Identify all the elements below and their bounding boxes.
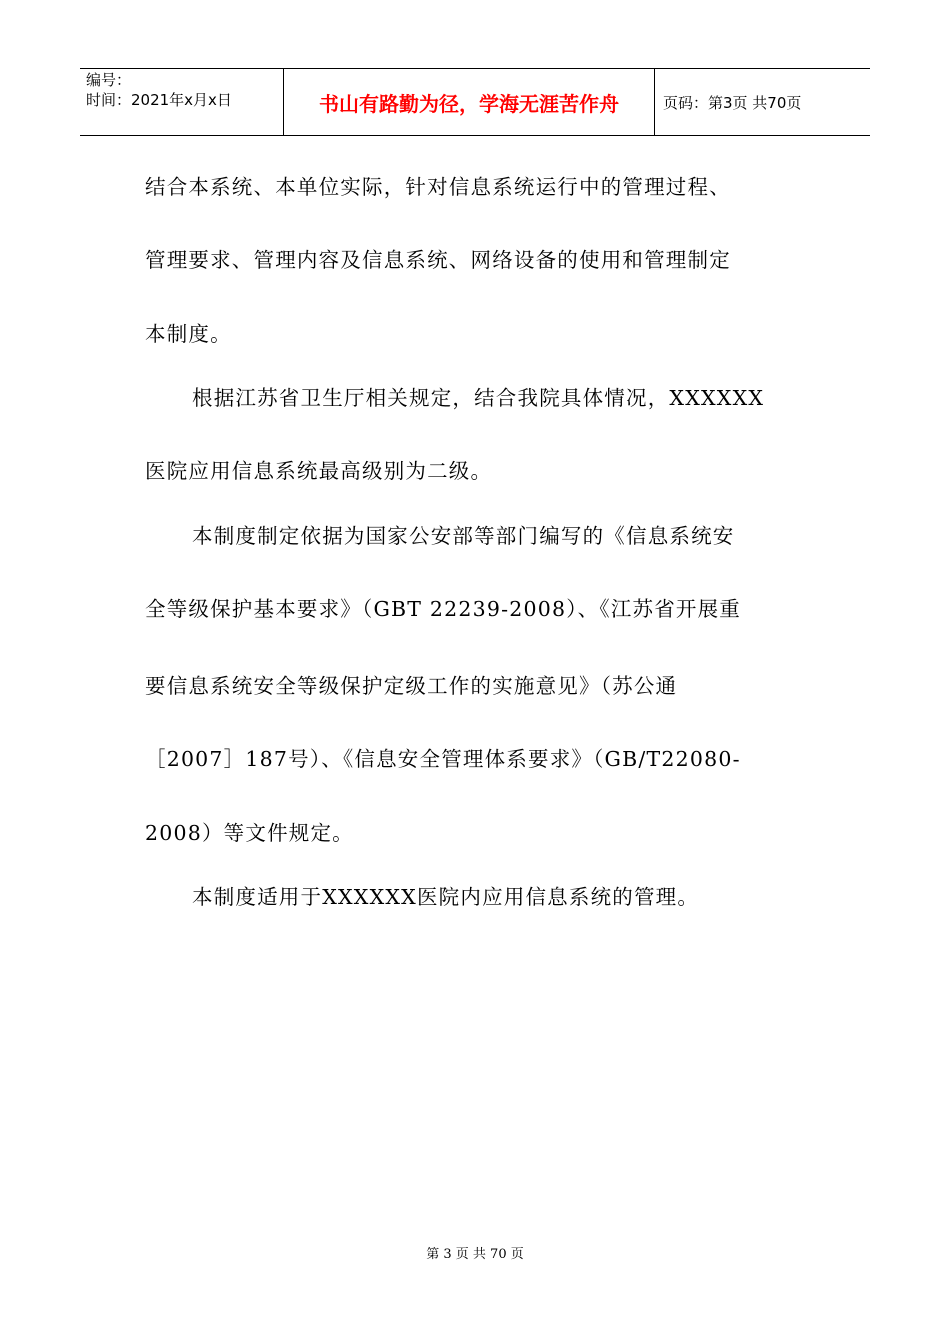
paragraph-line: 本制度。 — [145, 322, 232, 346]
paragraph-line: 管理要求、管理内容及信息系统、网络设备的使用和管理制定 — [145, 248, 731, 272]
paragraph-line: 2008）等文件规定。 — [145, 821, 354, 845]
paragraph-line: 全等级保护基本要求》（GBT 22239-2008）、《江苏省开展重 — [145, 597, 741, 621]
header-page-number: 页码：第3页 共70页 — [663, 94, 802, 112]
paragraph-line: 本制度制定依据为国家公安部等部门编写的《信息系统安 — [192, 524, 735, 548]
header-motto: 书山有路勤为径，学海无涯苦作舟 — [319, 92, 619, 116]
page-footer-number: 第 3 页 共 70 页 — [426, 1247, 524, 1262]
header-meta-cell — [80, 69, 283, 135]
document-date: 时间：2021年x月x日 — [86, 91, 232, 109]
document-code-label: 编号： — [86, 71, 132, 89]
paragraph-line: 医院应用信息系统最高级别为二级。 — [145, 459, 493, 483]
paragraph-line: ［2007］187号）、《信息安全管理体系要求》（GB/T22080- — [145, 747, 741, 771]
header-page-cell — [655, 69, 870, 135]
paragraph-line: 本制度适用于XXXXXX医院内应用信息系统的管理。 — [192, 885, 700, 909]
paragraph-line: 根据江苏省卫生厅相关规定，结合我院具体情况，XXXXXX — [192, 386, 765, 410]
paragraph-line: 结合本系统、本单位实际，针对信息系统运行中的管理过程、 — [145, 175, 731, 199]
header-motto-cell — [283, 69, 655, 135]
page-header — [80, 68, 870, 136]
paragraph-line: 要信息系统安全等级保护定级工作的实施意见》（苏公通 — [145, 674, 678, 698]
